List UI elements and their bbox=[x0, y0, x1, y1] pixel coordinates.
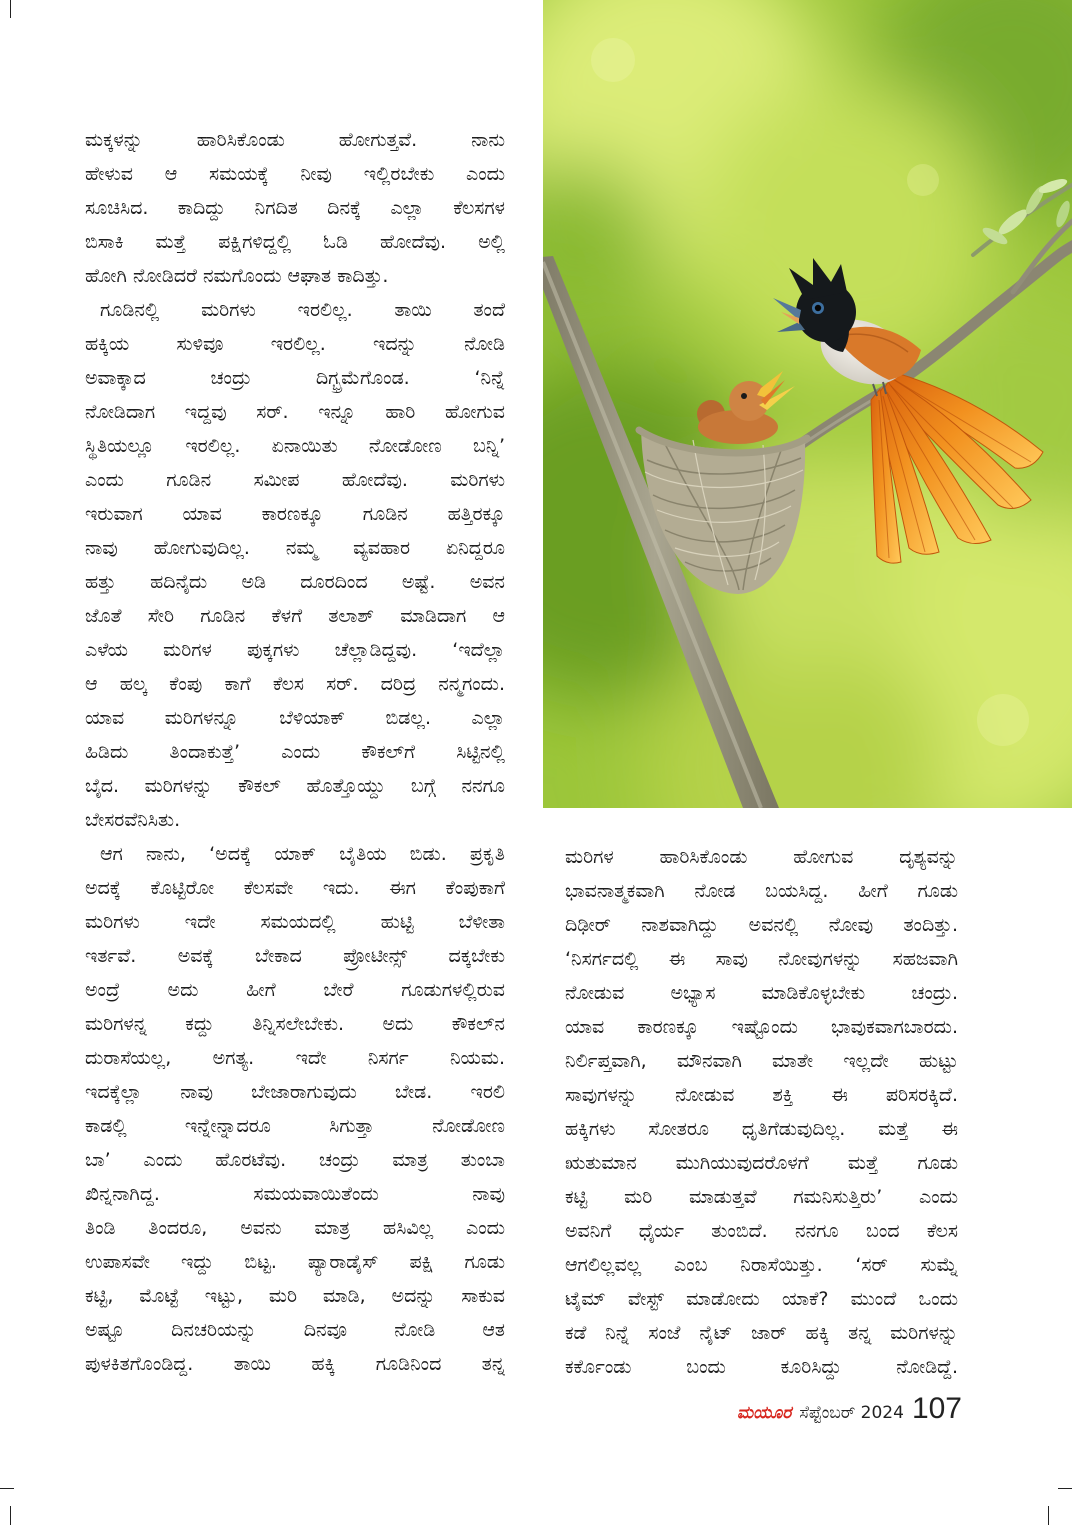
text-line: ಕಟ್ಟಿ ಮರಿ ಮಾಡುತ್ತವೆ ಗಮನಿಸುತ್ತಿರು’ ಎಂದು bbox=[565, 1186, 958, 1208]
text-line: ಆಗ ನಾನು, ‘ಅದಕ್ಕೆ ಯಾಕ್ ಬೈತಿಯ ಬಿಡು. ಪ್ರಕೃತಿ bbox=[100, 843, 505, 865]
text-line: ಕರ್ಕೊಂಡು ಬಂದು ಕೂರಿಸಿದ್ದು ನೋಡಿದ್ದೆ. bbox=[565, 1356, 958, 1378]
text-line: ದಿಢೀರ್ ನಾಶವಾಗಿದ್ದು ಅವನಲ್ಲಿ ನೋವು ತಂದಿತ್ತು. bbox=[565, 914, 958, 936]
magazine-logo: ಮಯೂರ bbox=[737, 1403, 792, 1423]
text-line: ಅವನಿಗೆ ಧೈರ್ಯ ತುಂಬಿದೆ. ನನಗೂ ಬಂದ ಕೆಲಸ bbox=[565, 1220, 958, 1242]
right-column bbox=[565, 840, 958, 1384]
text-line: ಮರಿಗಳು ಇದೇ ಸಮಯದಲ್ಲಿ ಹುಟ್ಟಿ ಬೆಳೀತಾ bbox=[85, 911, 505, 933]
issue-date: ಸೆಪ್ಟೆಂಬರ್ 2024 bbox=[799, 1403, 904, 1423]
text-line: ಬೈದ. ಮರಿಗಳನ್ನು ಕೌಕಲ್ ಹೊತ್ತೊಯ್ದು ಬಗ್ಗೆ ನನಗೂ bbox=[85, 775, 505, 797]
text-line: ನಾವು ಹೋಗುವುದಿಲ್ಲ. ನಮ್ಮ ವ್ಯವಹಾರ ಏನಿದ್ದರೂ bbox=[85, 537, 505, 559]
text-line: ಮರಿಗಳ ಹಾರಿಸಿಕೊಂಡು ಹೋಗುವ ದೃಶ್ಯವನ್ನು bbox=[565, 846, 958, 868]
background-foliage bbox=[543, 0, 1072, 808]
article-photo bbox=[543, 0, 1072, 808]
photo-illustration bbox=[543, 0, 1072, 808]
page-number: 107 bbox=[911, 1392, 962, 1425]
text-line: ಹಕ್ಕಿಗಳು ಸೋತರೂ ಧೃತಿಗೆಡುವುದಿಲ್ಲ. ಮತ್ತೆ ಈ bbox=[565, 1118, 958, 1140]
text-line: ಟೈಮ್ ವೇಸ್ಟ್ ಮಾಡೋದು ಯಾಕೆ? ಮುಂದೆ ಒಂದು bbox=[565, 1288, 958, 1310]
crop-mark-bottom-left bbox=[10, 1506, 11, 1525]
text-line: ಬಿಸಾಕಿ ಮತ್ತೆ ಪಕ್ಷಿಗಳಿದ್ದಲ್ಲಿ ಓಡಿ ಹೋದೆವು. ಅಲ್ಲಿ bbox=[85, 231, 505, 253]
text-line: ಹೇಳುವ ಆ ಸಮಯಕ್ಕೆ ನೀವು ಇಲ್ಲಿರಬೇಕು ಎಂದು bbox=[85, 163, 505, 185]
text-line: ಖಿನ್ನನಾಗಿದ್ದ. ಸಮಯವಾಯಿತೆಂದು ನಾವು bbox=[85, 1183, 505, 1205]
text-line: ಸ್ಥಿತಿಯಲ್ಲೂ ಇರಲಿಲ್ಲ. ಏನಾಯಿತು ನೋಡೋಣ ಬನ್ನಿ’ bbox=[85, 435, 505, 457]
text-line: ನೋಡುವ ಅಭ್ಯಾಸ ಮಾಡಿಕೊಳ್ಳಬೇಕು ಚಂದ್ರು. bbox=[565, 982, 958, 1004]
text-line: ಅಷ್ಟೂ ದಿನಚರಿಯನ್ನು ದಿನವೂ ನೋಡಿ ಆತ bbox=[85, 1319, 505, 1341]
text-line: ಆ ಹಲ್ಕ ಕೆಂಪು ಕಾಗೆ ಕೆಲಸ ಸರ್. ದರಿದ್ರ ನನ್ಮಗಂದು. bbox=[85, 673, 505, 695]
text-line: ಸೂಚಿಸಿದ. ಕಾದಿದ್ದು ನಿಗದಿತ ದಿನಕ್ಕೆ ಎಲ್ಲಾ ಕೆಲಸಗಳ bbox=[85, 197, 505, 219]
crop-mark-bottom-right-h bbox=[1058, 1488, 1072, 1489]
text-line: ನೋಡಿದಾಗ ಇದ್ದವು ಸರ್. ಇನ್ನೂ ಹಾರಿ ಹೋಗುವ bbox=[85, 401, 505, 423]
text-line: ಗೂಡಿನಲ್ಲಿ ಮರಿಗಳು ಇರಲಿಲ್ಲ. ತಾಯಿ ತಂದೆ bbox=[100, 299, 505, 321]
left-column bbox=[85, 123, 505, 1381]
text-line: ಮಕ್ಕಳನ್ನು ಹಾರಿಸಿಕೊಂಡು ಹೋಗುತ್ತವೆ. ನಾನು bbox=[85, 129, 505, 151]
text-line: ಉಪಾಸವೇ ಇದ್ದು ಬಿಟ್ಟ. ಪ್ಯಾರಾಡೈಸ್ ಪಕ್ಷಿ ಗೂಡು bbox=[85, 1251, 505, 1273]
text-line: ಕಡೆ ನಿನ್ನೆ ಸಂಜೆ ನೈಟ್ ಜಾರ್ ಹಕ್ಕಿ ತನ್ನ ಮರಿಗಳನ್ನು bbox=[565, 1322, 958, 1344]
text-line: ಎಳೆಯ ಮರಿಗಳ ಪುಕ್ಕಗಳು ಚೆಲ್ಲಾಡಿದ್ದವು. ‘ಇದೆಲ್ಲಾ bbox=[85, 639, 505, 661]
text-line: ಜೊತೆ ಸೇರಿ ಗೂಡಿನ ಕೆಳಗೆ ತಲಾಶ್ ಮಾಡಿದಾಗ ಆ bbox=[85, 605, 505, 627]
text-line: ಎಂದು ಗೂಡಿನ ಸಮೀಪ ಹೋದೆವು. ಮರಿಗಳು bbox=[85, 469, 505, 491]
text-line: ‘ನಿಸರ್ಗದಲ್ಲಿ ಈ ಸಾವು ನೋವುಗಳನ್ನು ಸಹಜವಾಗಿ bbox=[565, 948, 958, 970]
text-line: ಇರುವಾಗ ಯಾವ ಕಾರಣಕ್ಕೂ ಗೂಡಿನ ಹತ್ತಿರಕ್ಕೂ bbox=[85, 503, 505, 525]
text-line: ಆಗಲಿಲ್ಲವಲ್ಲ ಎಂಬ ನಿರಾಸೆಯಿತ್ತು. ‘ಸರ್ ಸುಮ್ನೆ bbox=[565, 1254, 958, 1276]
text-line: ಅದಕ್ಕೆ ಕೊಟ್ಟಿರೋ ಕೆಲಸವೇ ಇದು. ಈಗ ಕೆಂಪುಕಾಗೆ bbox=[85, 877, 505, 899]
text-line: ಋತುಮಾನ ಮುಗಿಯುವುದರೊಳಗೆ ಮತ್ತೆ ಗೂಡು bbox=[565, 1152, 958, 1174]
text-line: ಬಾ’ ಎಂದು ಹೊರಟೆವು. ಚಂದ್ರು ಮಾತ್ರ ತುಂಬಾ bbox=[85, 1149, 505, 1171]
crop-mark-bottom-right bbox=[1048, 1506, 1049, 1525]
text-line: ಹತ್ತು ಹದಿನೈದು ಅಡಿ ದೂರದಿಂದ ಅಷ್ಟೆ. ಅವನ bbox=[85, 571, 505, 593]
text-line: ಕಟ್ಟಿ, ಮೊಟ್ಟೆ ಇಟ್ಟು, ಮರಿ ಮಾಡಿ, ಅದನ್ನು ಸಾಕುವ bbox=[85, 1285, 505, 1307]
text-line: ಪುಳಕಿತಗೊಂಡಿದ್ದ. ತಾಯಿ ಹಕ್ಕಿ ಗೂಡಿನಿಂದ ತನ್ನ bbox=[85, 1353, 505, 1375]
page-footer bbox=[737, 1392, 962, 1428]
text-line: ಸಾವುಗಳನ್ನು ನೋಡುವ ಶಕ್ತಿ ಈ ಪರಿಸರಕ್ಕಿದೆ. bbox=[565, 1084, 958, 1106]
text-line: ಮರಿಗಳನ್ನ ಕದ್ದು ತಿನ್ನಿಸಲೇಬೇಕು. ಅದು ಕೌಕಲ್‌ನ bbox=[85, 1013, 505, 1035]
text-line: ಅವಾಕ್ಕಾದ ಚಂದ್ರು ದಿಗ್ಭ್ರಮೆಗೊಂಡ. ‘ನಿನ್ನೆ bbox=[85, 367, 505, 389]
text-line: ದುರಾಸೆಯಲ್ಲ, ಅಗತ್ಯ. ಇದೇ ನಿಸರ್ಗ ನಿಯಮ. bbox=[85, 1047, 505, 1069]
text-line: ತಿಂಡಿ ತಿಂದರೂ, ಅವನು ಮಾತ್ರ ಹಸಿವಿಲ್ಲ ಎಂದು bbox=[85, 1217, 505, 1239]
text-line: ಹಕ್ಕಿಯ ಸುಳಿವೂ ಇರಲಿಲ್ಲ. ಇದನ್ನು ನೋಡಿ bbox=[85, 333, 505, 355]
crop-mark-top-left bbox=[10, 0, 11, 18]
text-line: ಇರ್ತವೆ. ಅವಕ್ಕೆ ಬೇಕಾದ ಪ್ರೋಟೀನ್ಸ್ ದಕ್ಕಬೇಕು bbox=[85, 945, 505, 967]
text-line: ಹಿಡಿದು ತಿಂದಾಕುತ್ತೆ’ ಎಂದು ಕೌಕಲ್‌ಗೆ ಸಿಟ್ಟಿನಲ್ಲಿ bbox=[85, 741, 505, 763]
text-line: ಭಾವನಾತ್ಮಕವಾಗಿ ನೋಡ ಬಯಸಿದ್ದ. ಹೀಗೆ ಗೂಡು bbox=[565, 880, 958, 902]
text-line: ಇದಕ್ಕೆಲ್ಲಾ ನಾವು ಬೇಜಾರಾಗುವುದು ಬೇಡ. ಇರಲಿ bbox=[85, 1081, 505, 1103]
text-line: ಯಾವ ಮರಿಗಳನ್ನೂ ಬೆಳಿಯಾಕ್ ಬಿಡಲ್ಲ. ಎಲ್ಲಾ bbox=[85, 707, 505, 729]
text-line: ಅಂದ್ರೆ ಅದು ಹೀಗೆ ಬೇರೆ ಗೂಡುಗಳಲ್ಲಿರುವ bbox=[85, 979, 505, 1001]
text-line: ಕಾಡಲ್ಲಿ ಇನ್ನೇನ್ನಾದರೂ ಸಿಗುತ್ತಾ ನೋಡೋಣ bbox=[85, 1115, 505, 1137]
text-line: ಹೋಗಿ ನೋಡಿದರೆ ನಮಗೊಂದು ಆಘಾತ ಕಾದಿತ್ತು. bbox=[85, 265, 389, 287]
text-line: ಯಾವ ಕಾರಣಕ್ಕೂ ಇಷ್ಟೊಂದು ಭಾವುಕವಾಗಬಾರದು. bbox=[565, 1016, 958, 1038]
crop-mark-bottom-left-h bbox=[0, 1488, 14, 1489]
text-line: ನಿರ್ಲಿಪ್ತವಾಗಿ, ಮೌನವಾಗಿ ಮಾತೇ ಇಲ್ಲದೇ ಹುಟ್ಟು bbox=[565, 1050, 958, 1072]
text-line: ಬೇಸರವೆನಿಸಿತು. bbox=[85, 809, 181, 831]
